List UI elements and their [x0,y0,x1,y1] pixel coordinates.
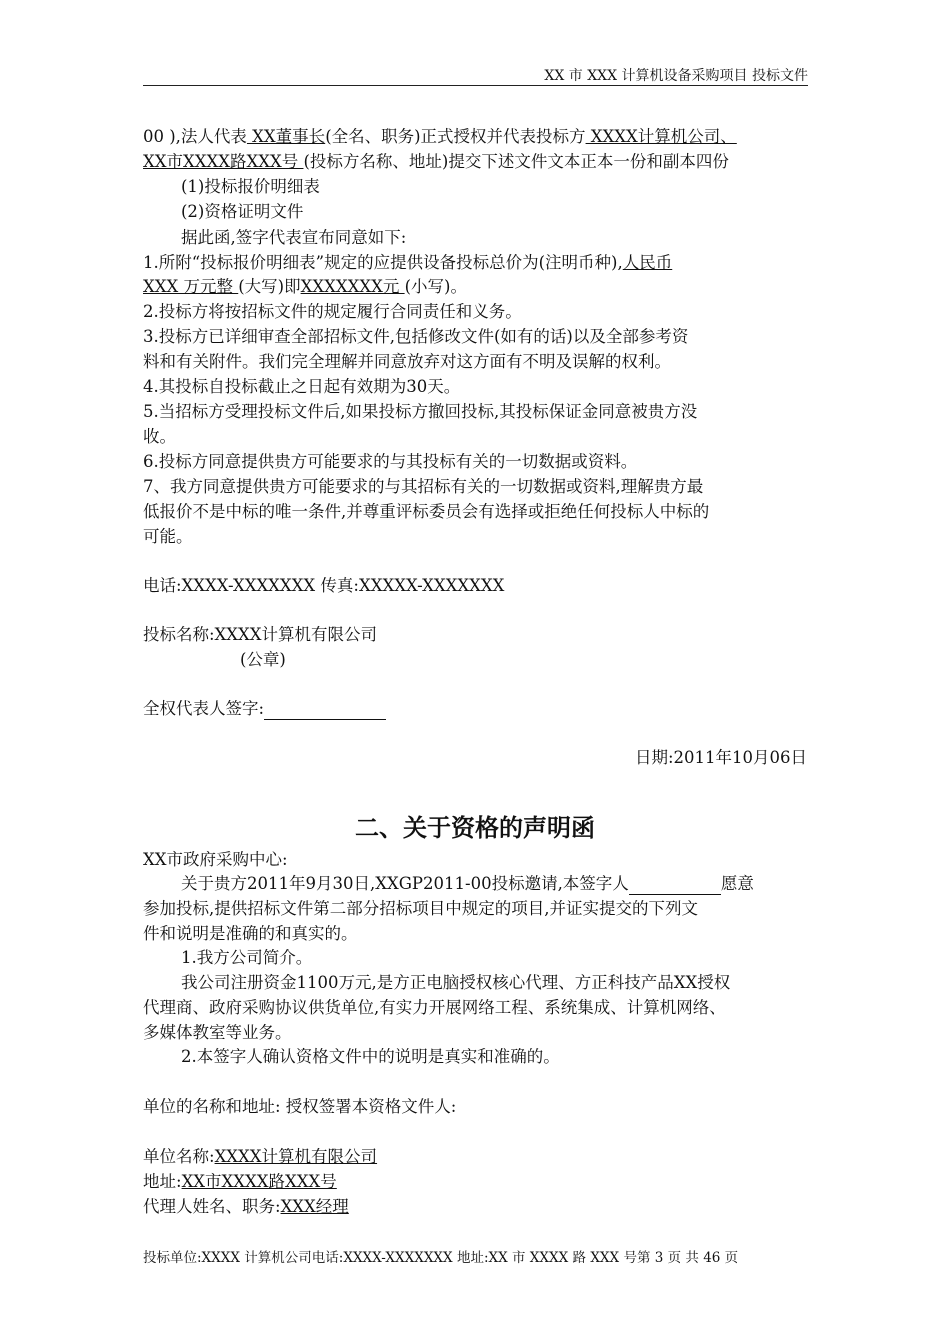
signer-blank [629,878,721,895]
agent-line: 代理人姓名、职务:XXX经理 [143,1197,349,1216]
letter-line-6: 1.所附“投标报价明细表”规定的应提供设备投标总价为(注明币种),人民币 [143,253,673,272]
page-footer: 投标单位:XXXX 计算机公司电话:XXXX-XXXXXXX 地址:XX 市 XXXX 路 XXX 号第 3 页 共 46 页 [143,1250,739,1266]
declaration-line-4: 1.我方公司简介。 [181,948,313,967]
declaration-line-5: 我公司注册资金1100万元,是方正电脑授权核心代理、方正科技产品XX授权 [181,973,731,992]
addressee: XX市政府采购中心: [143,850,288,869]
seal-label: (公章) [240,650,286,669]
signature-blank [264,703,386,720]
letter-line-14: 6.投标方同意提供贵方可能要求的与其投标有关的一切数据或资料。 [143,452,638,471]
unit-address-heading: 单位的名称和地址: 授权签署本资格文件人: [143,1097,457,1116]
letter-line-13: 收。 [143,427,176,446]
header-divider [143,85,808,86]
declaration-line-3: 件和说明是准确的和真实的。 [143,924,358,943]
page-header: XX 市 XXX 计算机设备采购项目 投标文件 [544,68,808,84]
letter-line-1: 00 ),法人代表 XX董事长(全名、职务)正式授权并代表投标方 XXXX计算机公司、 [143,127,737,146]
letter-line-11: 4.其投标自投标截止之日起有效期为30天。 [143,377,461,396]
letter-line-10: 料和有关附件。我们完全理解并同意放弃对这方面有不明及误解的权利。 [143,352,671,371]
contact-line: 电话:XXXX-XXXXXXX 传真:XXXXX-XXXXXXX [143,576,505,595]
declaration-line-7: 多媒体教室等业务。 [143,1023,292,1042]
letter-line-9: 3.投标方已详细审查全部招标文件,包括修改文件(如有的话)以及全部参考资 [143,327,689,346]
letter-line-3: (1)投标报价明细表 [181,177,320,196]
letter-line-2: XX市XXXX路XXX号 (投标方名称、地址)提交下述文件文本正本一份和副本四份 [143,152,729,171]
section-title: 二、关于资格的声明函 [355,814,595,842]
letter-line-8: 2.投标方将按招标文件的规定履行合同责任和义务。 [143,302,522,321]
letter-line-7: XXX 万元整 (大写)即XXXXXXX元 (小写)。 [143,277,467,296]
letter-line-16: 低报价不是中标的唯一条件,并尊重评标委员会有选择或拒绝任何投标人中标的 [143,502,710,521]
letter-line-15: 7、我方同意提供贵方可能要求的与其招标有关的一切数据或资料,理解贵方最 [143,477,704,496]
address-line: 地址:XX市XXXX路XXX号 [143,1172,337,1191]
letter-line-5: 据此函,签字代表宣布同意如下: [181,228,407,247]
bidder-name: 投标名称:XXXX计算机有限公司 [143,625,378,644]
declaration-line-1: 关于贵方2011年9月30日,XXGP2011-00投标邀请,本签字人 愿意 [181,874,754,893]
letter-date: 日期:2011年10月06日 [634,748,807,767]
signature-line: 全权代表人签字: [143,698,386,720]
letter-line-12: 5.当招标方受理投标文件后,如果投标方撤回投标,其投标保证金同意被贵方没 [143,402,698,421]
letter-line-4: (2)资格证明文件 [181,202,304,221]
declaration-line-8: 2.本签字人确认资格文件中的说明是真实和准确的。 [181,1047,560,1066]
declaration-line-2: 参加投标,提供招标文件第二部分招标项目中规定的项目,并证实提交的下列文 [143,899,698,918]
unit-name-line: 单位名称:XXXX计算机有限公司 [143,1147,378,1166]
letter-line-17: 可能。 [143,527,193,546]
declaration-line-6: 代理商、政府采购协议供货单位,有实力开展网络工程、系统集成、计算机网络、 [143,998,726,1017]
